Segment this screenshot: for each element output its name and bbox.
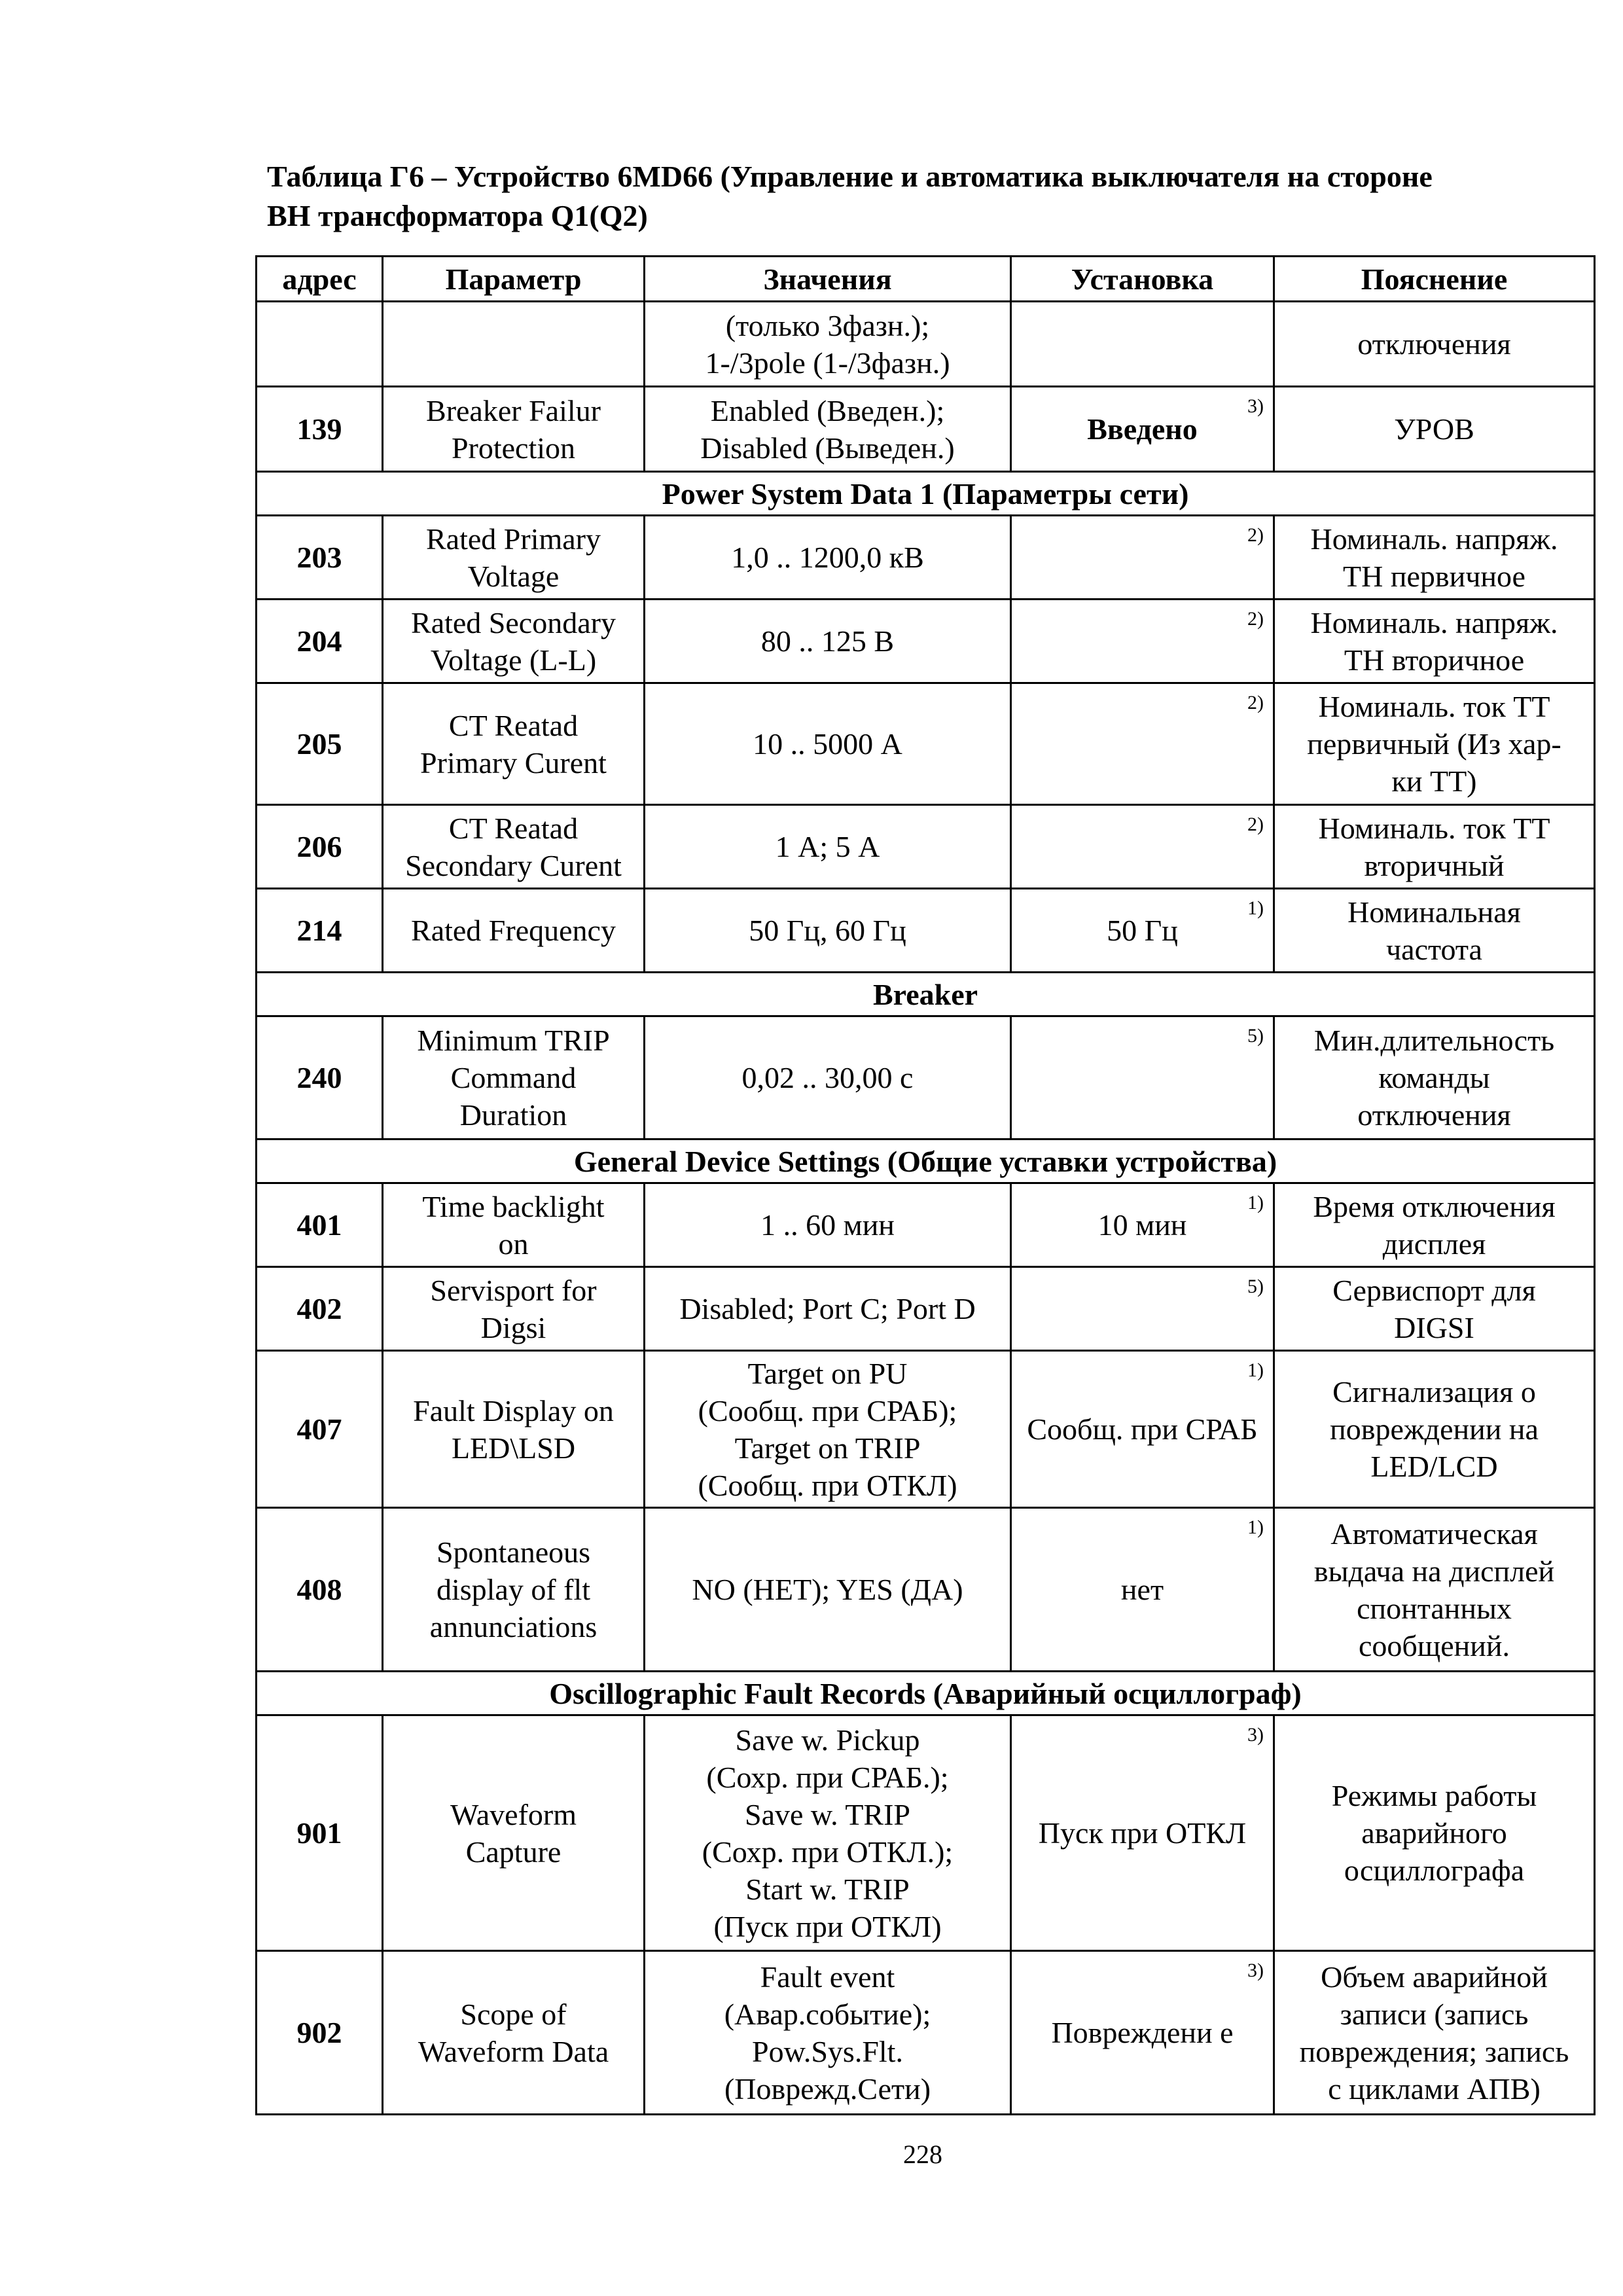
setting-footnote: 1) xyxy=(1247,1516,1264,1538)
explanation-line: Сигнализация о xyxy=(1332,1375,1536,1408)
parameter-line: Time backlight xyxy=(422,1189,605,1223)
value-line: 0,02 .. 30,00 с xyxy=(741,1061,914,1094)
header-explanation: Пояснение xyxy=(1274,257,1595,302)
table-row xyxy=(257,387,1595,472)
value-line: Disabled (Выведен.) xyxy=(700,431,955,465)
continuation-values xyxy=(645,302,1011,387)
values-cell xyxy=(645,1351,1011,1508)
value-line: (Сохр. при СРАБ.); xyxy=(706,1760,949,1794)
explanation-line: повреждения; запись xyxy=(1299,2034,1569,2068)
table-row xyxy=(257,516,1595,600)
values-cell xyxy=(645,1183,1011,1267)
setting-footnote: 1) xyxy=(1247,1359,1264,1381)
setting-cell xyxy=(1011,1351,1274,1508)
address-cell: 902 xyxy=(257,1951,383,2115)
explanation-cell xyxy=(1274,600,1595,683)
setting-cell xyxy=(1011,1016,1274,1139)
setting-footnote: 5) xyxy=(1247,1276,1264,1297)
parameter-cell xyxy=(383,1951,645,2115)
setting-footnote: 2) xyxy=(1247,524,1264,546)
table-row xyxy=(257,1508,1595,1672)
setting-value: Введено xyxy=(1087,412,1198,446)
parameter-table xyxy=(255,255,1596,2115)
address-cell: 214 xyxy=(257,889,383,973)
explanation-line: Номиналь. ток ТТ xyxy=(1318,690,1550,723)
setting-cell xyxy=(1011,889,1274,973)
parameter-cell xyxy=(383,1267,645,1351)
parameter-cell xyxy=(383,387,645,472)
parameter-cell xyxy=(383,600,645,683)
explanation-line: сообщений. xyxy=(1358,1628,1510,1662)
parameter-cell xyxy=(383,889,645,973)
caption-line-1: Таблица Г6 – Устройство 6MD66 (Управление и автоматика выключателя на стороне xyxy=(267,160,1433,193)
header-setting: Установка xyxy=(1011,257,1274,302)
setting-footnote: 2) xyxy=(1247,608,1264,630)
explanation-cell xyxy=(1274,1951,1595,2115)
setting-cell xyxy=(1011,805,1274,889)
setting-footnote: 3) xyxy=(1247,1960,1264,1981)
setting-cell xyxy=(1011,387,1274,472)
continuation-value-line: (только 3фазн.); xyxy=(725,308,930,342)
value-line: 80 .. 125 В xyxy=(760,624,895,658)
explanation-line: первичный (Из хар- xyxy=(1307,727,1561,761)
values-cell xyxy=(645,1267,1011,1351)
value-line: (Авар.событие); xyxy=(724,1997,931,2031)
explanation-line: аварийного xyxy=(1361,1816,1507,1850)
setting-value: нет xyxy=(1120,1573,1164,1606)
parameter-line: Protection xyxy=(451,431,576,465)
continuation-address xyxy=(257,302,383,387)
values-cell xyxy=(645,805,1011,889)
explanation-cell xyxy=(1274,1183,1595,1267)
values-cell xyxy=(645,1715,1011,1951)
explanation-line: LED/LCD xyxy=(1370,1450,1498,1483)
explanation-cell xyxy=(1274,1016,1595,1139)
value-line: 1 .. 60 мин xyxy=(760,1208,895,1242)
explanation-cell xyxy=(1274,1267,1595,1351)
explanation-line: DIGSI xyxy=(1394,1310,1474,1344)
value-line: Target on TRIP xyxy=(734,1431,921,1465)
parameter-cell xyxy=(383,1183,645,1267)
continuation-setting xyxy=(1011,302,1274,387)
values-cell xyxy=(645,1016,1011,1139)
values-cell xyxy=(645,387,1011,472)
parameter-line: CT Reatad xyxy=(448,708,579,742)
address-cell: 408 xyxy=(257,1508,383,1672)
address-cell: 203 xyxy=(257,516,383,600)
setting-cell xyxy=(1011,1508,1274,1672)
setting-cell xyxy=(1011,600,1274,683)
parameter-cell xyxy=(383,1508,645,1672)
explanation-line: Автоматическая xyxy=(1330,1516,1538,1551)
section-title: Power System Data 1 (Параметры сети) xyxy=(257,472,1595,516)
parameter-line: Rated Frequency xyxy=(411,914,616,947)
explanation-line: вторичный xyxy=(1364,848,1505,882)
value-line: (Сообщ. при ОТКЛ) xyxy=(698,1468,957,1502)
values-cell xyxy=(645,683,1011,805)
table-row xyxy=(257,600,1595,683)
setting-footnote: 1) xyxy=(1247,1192,1264,1213)
explanation-line: повреждении на xyxy=(1330,1412,1539,1446)
parameter-line: annunciations xyxy=(429,1610,597,1643)
parameter-line: Digsi xyxy=(480,1310,546,1344)
explanation-line: ТН вторичное xyxy=(1344,643,1525,677)
header-parameter: Параметр xyxy=(383,257,645,302)
parameter-line: Breaker Failur xyxy=(426,393,601,427)
value-line: (Поврежд.Сети) xyxy=(724,2072,931,2106)
parameter-line: Command xyxy=(450,1061,577,1094)
table-row xyxy=(257,1351,1595,1508)
explanation-line: Мин.длительность xyxy=(1313,1024,1555,1057)
value-line: Save w. TRIP xyxy=(745,1797,910,1831)
explanation-line: Сервиспорт для xyxy=(1332,1273,1536,1307)
setting-cell xyxy=(1011,1183,1274,1267)
setting-footnote: 5) xyxy=(1247,1025,1264,1047)
value-line: Start w. TRIP xyxy=(745,1872,910,1906)
value-line: (Сохр. при ОТКЛ.); xyxy=(702,1835,954,1869)
setting-value: Пуск при ОТКЛ xyxy=(1038,1816,1247,1850)
address-cell: 205 xyxy=(257,683,383,805)
value-line: (Сообщ. при СРАБ); xyxy=(698,1393,957,1427)
table-row xyxy=(257,683,1595,805)
explanation-line: осциллографа xyxy=(1344,1854,1525,1887)
table-row xyxy=(257,805,1595,889)
address-cell: 407 xyxy=(257,1351,383,1508)
address-cell: 901 xyxy=(257,1715,383,1951)
parameter-line: Primary Curent xyxy=(420,745,607,780)
parameter-cell xyxy=(383,1715,645,1951)
value-line: (Пуск при ОТКЛ) xyxy=(713,1909,942,1943)
parameter-cell xyxy=(383,683,645,805)
section-title: Breaker xyxy=(257,973,1595,1016)
table-row xyxy=(257,1715,1595,1951)
values-cell xyxy=(645,1951,1011,2115)
explanation-line: ки ТТ) xyxy=(1391,764,1477,798)
explanation-line: Номиналь. ток ТТ xyxy=(1318,811,1550,845)
parameter-line: Servisport for xyxy=(430,1273,597,1307)
value-line: Save w. Pickup xyxy=(735,1723,920,1757)
parameter-line: LED\LSD xyxy=(451,1431,576,1465)
explanation-line: Объем аварийной xyxy=(1321,1960,1548,1994)
value-line: Fault event xyxy=(760,1960,895,1994)
explanation-cell xyxy=(1274,683,1595,805)
parameter-line: Scope of xyxy=(460,1997,567,2031)
caption-line-2: ВН трансформатора Q1(Q2) xyxy=(267,199,648,232)
parameter-line: Secondary Curent xyxy=(405,848,622,882)
address-cell: 402 xyxy=(257,1267,383,1351)
table-row xyxy=(257,1183,1595,1267)
parameter-cell xyxy=(383,1016,645,1139)
header-values: Значения xyxy=(645,257,1011,302)
section-header-row xyxy=(257,973,1595,1016)
value-line: Enabled (Введен.); xyxy=(710,393,945,427)
setting-cell xyxy=(1011,516,1274,600)
explanation-line: дисплея xyxy=(1382,1227,1486,1261)
explanation-line: команды xyxy=(1378,1061,1490,1094)
header-row xyxy=(257,257,1595,302)
explanation-line: УРОВ xyxy=(1394,412,1474,446)
setting-value: Повреждени е xyxy=(1051,2016,1234,2049)
section-header-row xyxy=(257,472,1595,516)
setting-footnote: 1) xyxy=(1247,897,1264,919)
address-cell: 204 xyxy=(257,600,383,683)
explanation-line: Номиналь. напряж. xyxy=(1310,522,1558,556)
parameter-cell xyxy=(383,805,645,889)
section-header-row xyxy=(257,1672,1595,1715)
explanation-cell xyxy=(1274,1715,1595,1951)
table-body xyxy=(257,302,1595,2115)
continuation-row xyxy=(257,302,1595,387)
value-line: 1,0 .. 1200,0 кВ xyxy=(731,541,924,574)
explanation-cell xyxy=(1274,1508,1595,1672)
setting-footnote: 3) xyxy=(1247,395,1264,417)
setting-cell xyxy=(1011,683,1274,805)
values-cell xyxy=(645,516,1011,600)
parameter-line: display of flt xyxy=(436,1573,591,1606)
section-header-row xyxy=(257,1139,1595,1183)
explanation-cell xyxy=(1274,1351,1595,1508)
explanation-line: спонтанных xyxy=(1357,1591,1512,1625)
parameter-line: Rated Primary xyxy=(426,522,601,556)
value-line: Pow.Sys.Flt. xyxy=(752,2034,903,2068)
value-line: NO (НЕТ); YES (ДА) xyxy=(692,1573,963,1606)
parameter-line: Waveform Data xyxy=(418,2034,609,2068)
parameter-cell xyxy=(383,1351,645,1508)
parameter-line: Voltage (L-L) xyxy=(430,643,597,677)
page-number: 228 xyxy=(903,2140,942,2169)
explanation-line: выдача на дисплей xyxy=(1313,1554,1555,1588)
setting-footnote: 2) xyxy=(1247,692,1264,713)
parameter-line: Rated Secondary xyxy=(411,605,616,639)
section-title: General Device Settings (Общие уставки устройства) xyxy=(257,1139,1595,1183)
explanation-line: Номинальная xyxy=(1347,895,1521,929)
continuation-value-line: 1-/3pole (1-/3фазн.) xyxy=(705,346,950,380)
explanation-line: ТН первичное xyxy=(1343,559,1525,593)
address-cell: 401 xyxy=(257,1183,383,1267)
explanation-line: Номиналь. напряж. xyxy=(1310,605,1558,639)
explanation-cell xyxy=(1274,889,1595,973)
parameter-line: Spontaneous xyxy=(436,1535,591,1569)
parameter-line: Capture xyxy=(465,1835,562,1869)
parameter-line: Voltage xyxy=(467,559,560,593)
parameter-line: Minimum TRIP xyxy=(417,1024,610,1057)
values-cell xyxy=(645,600,1011,683)
value-line: 1 А; 5 А xyxy=(775,830,880,863)
parameter-line: Waveform xyxy=(450,1797,577,1831)
explanation-line: отключения xyxy=(1357,1098,1511,1132)
explanation-line: с циклами АПВ) xyxy=(1328,2072,1541,2106)
value-line: 10 .. 5000 А xyxy=(753,727,902,761)
table-row xyxy=(257,1016,1595,1139)
setting-value: 50 Гц xyxy=(1107,914,1178,947)
explanation-line: частота xyxy=(1386,932,1482,966)
explanation-cell xyxy=(1274,387,1595,472)
setting-value: Сообщ. при СРАБ xyxy=(1027,1412,1258,1446)
explanation-cell xyxy=(1274,805,1595,889)
parameter-line: Duration xyxy=(459,1098,567,1132)
table-row xyxy=(257,889,1595,973)
address-cell: 240 xyxy=(257,1016,383,1139)
continuation-explanation xyxy=(1274,302,1595,387)
values-cell xyxy=(645,1508,1011,1672)
value-line: Disabled; Port C; Port D xyxy=(679,1292,976,1325)
section-title: Oscillographic Fault Records (Аварийный осциллограф) xyxy=(257,1672,1595,1715)
setting-value: 10 мин xyxy=(1097,1208,1187,1242)
address-cell: 139 xyxy=(257,387,383,472)
setting-cell xyxy=(1011,1715,1274,1951)
explanation-line: Время отключения xyxy=(1313,1189,1556,1223)
continuation-parameter xyxy=(383,302,645,387)
table-caption xyxy=(267,157,1556,236)
table-row xyxy=(257,1267,1595,1351)
parameter-line: CT Reatad xyxy=(448,811,579,845)
values-cell xyxy=(645,889,1011,973)
explanation-cell xyxy=(1274,516,1595,600)
parameter-cell xyxy=(383,516,645,600)
address-cell: 206 xyxy=(257,805,383,889)
explanation-line: записи (запись xyxy=(1340,1997,1529,2031)
table-row xyxy=(257,1951,1595,2115)
setting-footnote: 3) xyxy=(1247,1724,1264,1746)
setting-cell xyxy=(1011,1267,1274,1351)
value-line: 50 Гц, 60 Гц xyxy=(749,914,906,947)
value-line: Target on PU xyxy=(747,1356,908,1390)
explanation-line: Режимы работы xyxy=(1331,1779,1537,1812)
header-address: адрес xyxy=(257,257,383,302)
setting-cell xyxy=(1011,1951,1274,2115)
continuation-explanation-line: отключения xyxy=(1357,327,1511,361)
parameter-line: on xyxy=(498,1227,529,1261)
setting-footnote: 2) xyxy=(1247,814,1264,835)
parameter-line: Fault Display on xyxy=(413,1393,614,1427)
